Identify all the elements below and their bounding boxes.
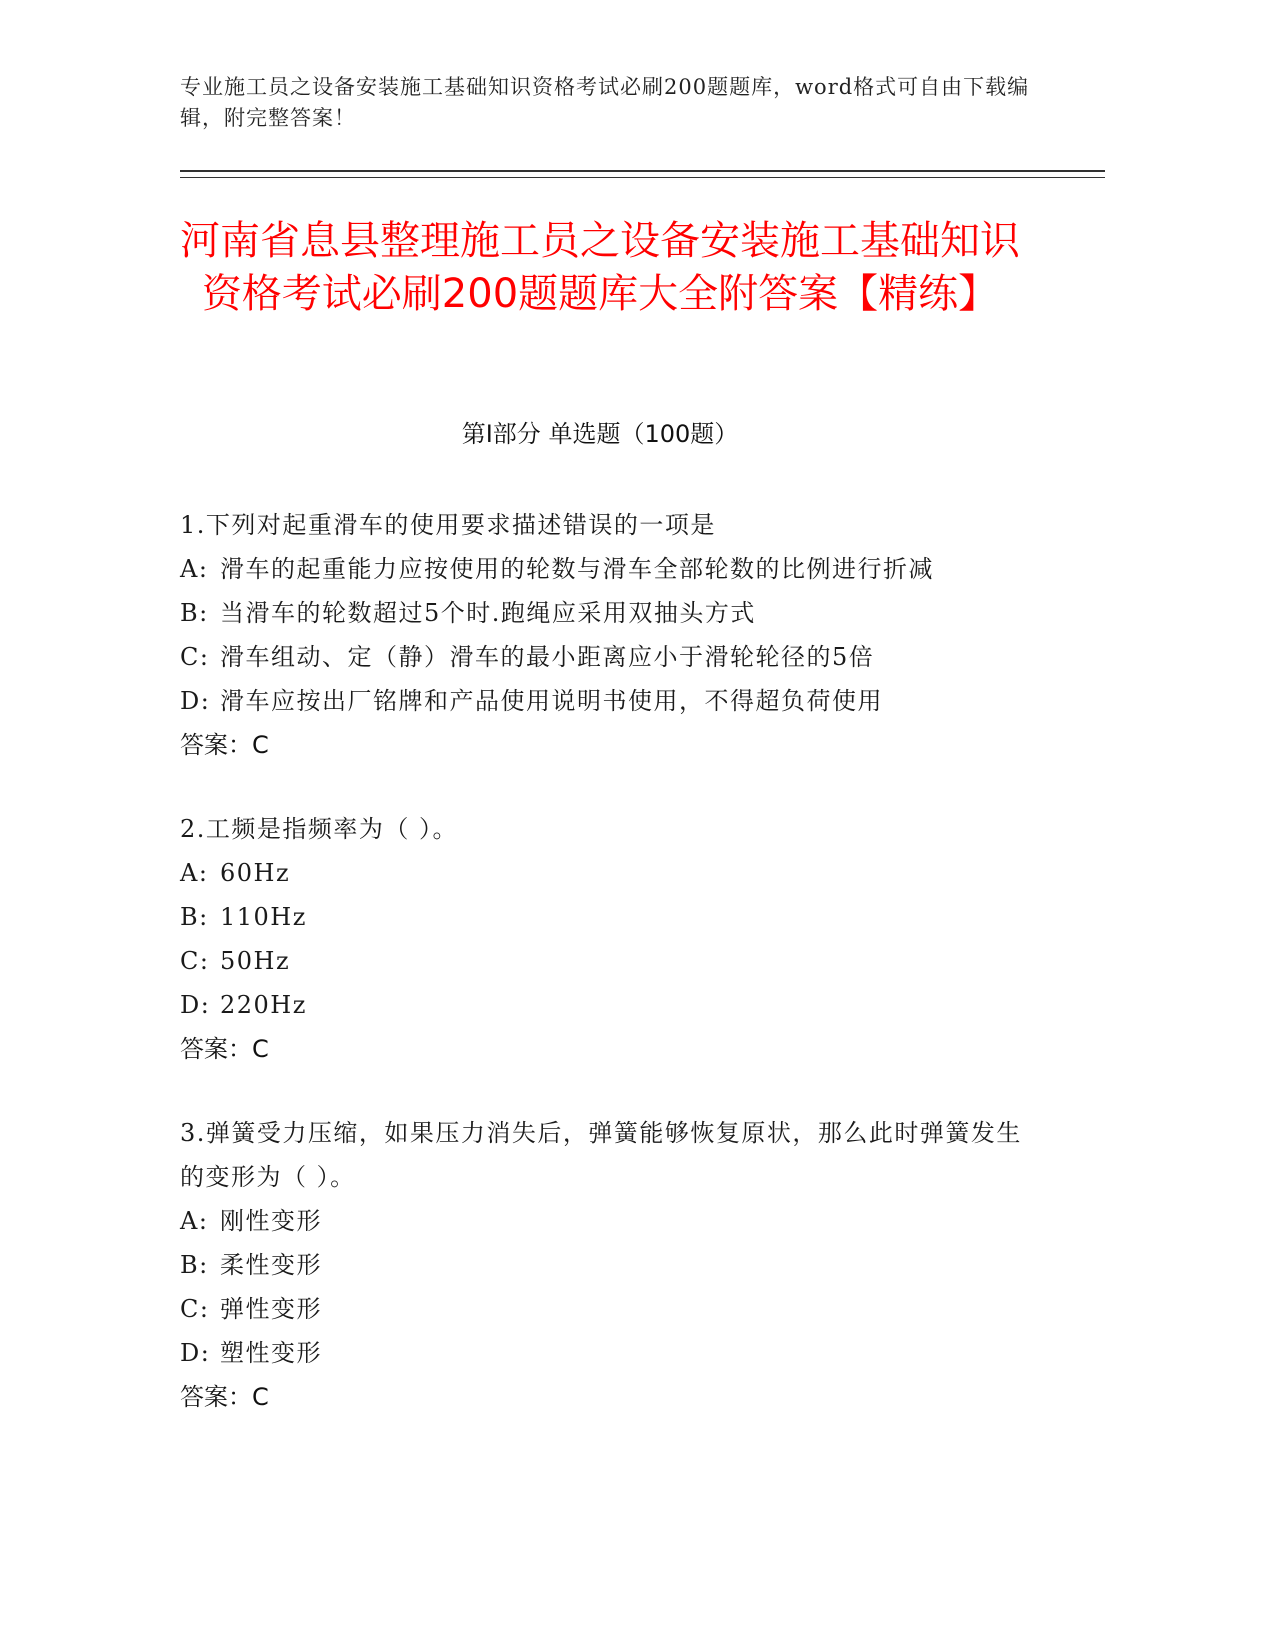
option-letter: C: bbox=[180, 947, 210, 975]
section-title: 第I部分 单选题（100题） bbox=[461, 420, 739, 448]
option-letter: A: bbox=[180, 1207, 209, 1235]
option-c bbox=[180, 939, 1040, 983]
option-b bbox=[180, 895, 1040, 939]
question-3 bbox=[180, 1111, 1040, 1419]
option-letter: D: bbox=[180, 1339, 211, 1367]
option-letter: D: bbox=[180, 991, 211, 1019]
document-title: 河南省息县整理施工员之设备安装施工基础知识资格考试必刷200题题库大全附答案【精练】 bbox=[180, 218, 1020, 317]
option-d bbox=[180, 679, 1040, 723]
option-a bbox=[180, 547, 1040, 591]
answer-value: C bbox=[252, 731, 269, 759]
question-text: 2.工频是指频率为（ ）。 bbox=[180, 815, 459, 843]
question-text: 3.弹簧受力压缩，如果压力消失后，弹簧能够恢复原状，那么此时弹簧发生的变形为（ ）。 bbox=[180, 1119, 1022, 1191]
question-2 bbox=[180, 807, 1040, 1071]
option-letter: D: bbox=[180, 687, 211, 715]
option-text: 滑车应按出厂铭牌和产品使用说明书使用，不得超负荷使用 bbox=[220, 687, 883, 715]
answer bbox=[180, 1027, 1040, 1071]
option-text: 60Hz bbox=[220, 859, 291, 887]
option-text: 弹性变形 bbox=[220, 1295, 322, 1323]
answer-value: C bbox=[252, 1383, 269, 1411]
option-c bbox=[180, 1287, 1040, 1331]
option-letter: B: bbox=[180, 1251, 209, 1279]
option-text: 当滑车的轮数超过5个时.跑绳应采用双抽头方式 bbox=[220, 599, 756, 627]
header-note: 专业施工员之设备安装施工基础知识资格考试必刷200题题库，word格式可自由下载编辑，附完整答案！ bbox=[180, 75, 1030, 130]
option-a bbox=[180, 851, 1040, 895]
option-b bbox=[180, 591, 1040, 635]
option-letter: C: bbox=[180, 643, 210, 671]
option-text: 刚性变形 bbox=[220, 1207, 322, 1235]
option-text: 50Hz bbox=[220, 947, 291, 975]
question-text: 1.下列对起重滑车的使用要求描述错误的一项是 bbox=[180, 511, 716, 539]
option-a bbox=[180, 1199, 1040, 1243]
option-letter: A: bbox=[180, 859, 209, 887]
option-d bbox=[180, 1331, 1040, 1375]
answer-value: C bbox=[252, 1035, 269, 1063]
option-text: 滑车的起重能力应按使用的轮数与滑车全部轮数的比例进行折减 bbox=[220, 555, 934, 583]
question-1 bbox=[180, 503, 1040, 767]
header-rule-thick bbox=[180, 170, 1105, 172]
question-list bbox=[180, 503, 1040, 1459]
option-text: 110Hz bbox=[220, 903, 307, 931]
option-text: 柔性变形 bbox=[220, 1251, 322, 1279]
option-text: 塑性变形 bbox=[220, 1339, 322, 1367]
answer-label: 答案： bbox=[180, 731, 252, 759]
header-rule-thin bbox=[180, 177, 1105, 178]
option-text: 220Hz bbox=[220, 991, 307, 1019]
option-letter: B: bbox=[180, 903, 209, 931]
answer bbox=[180, 1375, 1040, 1419]
answer bbox=[180, 723, 1040, 767]
answer-label: 答案： bbox=[180, 1383, 252, 1411]
option-letter: C: bbox=[180, 1295, 210, 1323]
option-letter: B: bbox=[180, 599, 209, 627]
option-letter: A: bbox=[180, 555, 209, 583]
option-c bbox=[180, 635, 1040, 679]
option-b bbox=[180, 1243, 1040, 1287]
option-text: 滑车组动、定（静）滑车的最小距离应小于滑轮轮径的5倍 bbox=[220, 643, 875, 671]
answer-label: 答案： bbox=[180, 1035, 252, 1063]
option-d bbox=[180, 983, 1040, 1027]
